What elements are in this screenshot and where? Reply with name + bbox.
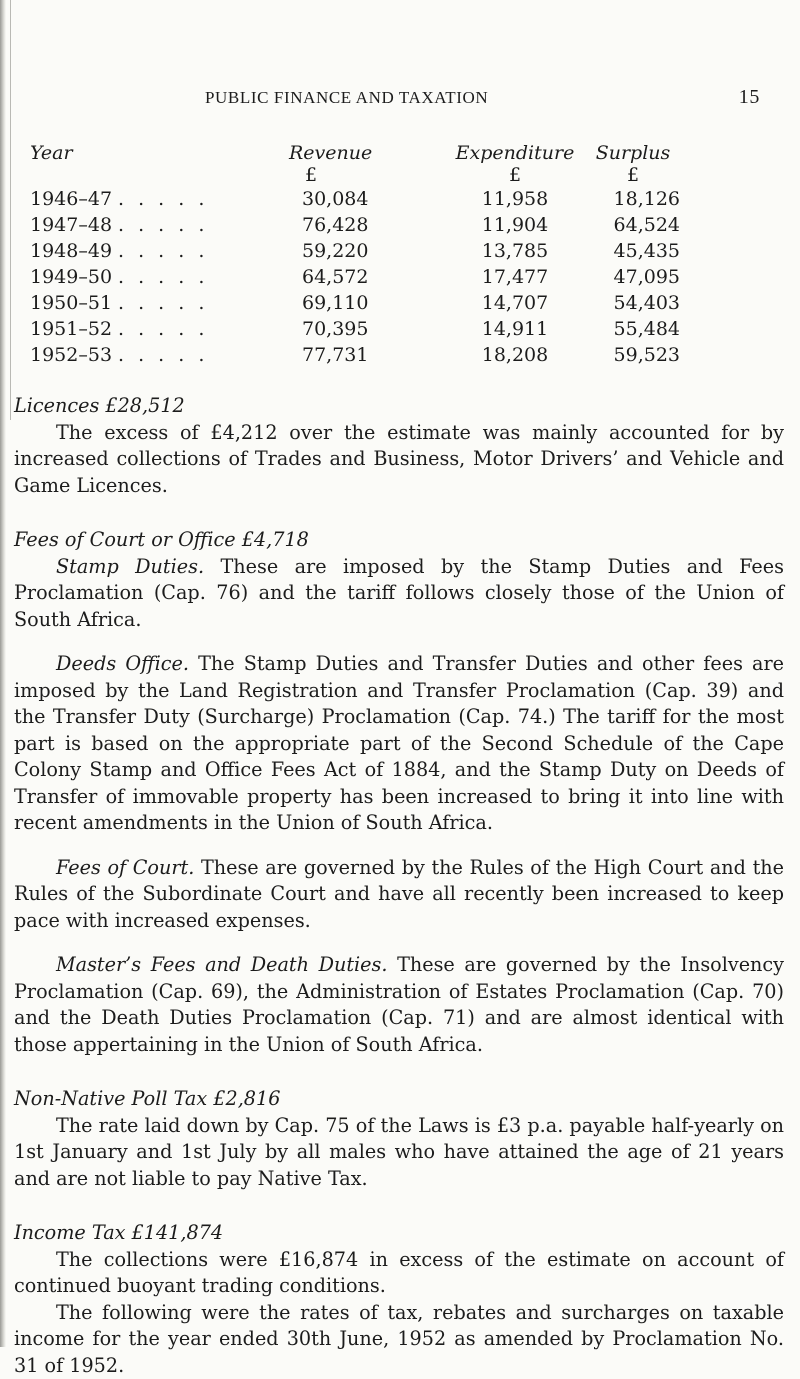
masters-fees-title: Master’s Fees and Death Duties. <box>56 953 387 976</box>
surplus-cell: 45,435 <box>570 240 680 262</box>
leader-dots: . . . . . <box>118 344 208 366</box>
section-heading-poll-tax: Non-Native Poll Tax £2,816 <box>14 1086 784 1113</box>
masters-fees-text: These are governed by the Insolvency Proclamation (Cap. 69), the Administration of Estates Proclamation (Cap. 70) and the Death Duties Proclamation (Cap. 71) and are almost identical with those appertaining in the Union of South Africa. <box>14 953 784 1056</box>
fees-of-court-paragraph <box>14 855 784 935</box>
revenue-cell: 77,731 <box>302 344 368 366</box>
section-heading-income-tax: Income Tax £141,874 <box>14 1220 784 1247</box>
col-expenditure-header: Expenditure <box>440 142 590 164</box>
stamp-duties-paragraph <box>14 554 784 634</box>
expenditure-cell: 18,208 <box>440 344 590 366</box>
revenue-cell: 59,220 <box>302 240 368 262</box>
year-cell: 1952–53 <box>30 344 112 366</box>
col-year-header: Year <box>30 142 73 164</box>
table-row <box>0 344 800 370</box>
leader-dots: . . . . . <box>118 266 208 288</box>
deeds-office-paragraph <box>14 651 784 837</box>
surplus-cell: 18,126 <box>570 188 680 210</box>
page-number: 15 <box>739 86 760 109</box>
expenditure-unit: £ <box>440 164 590 186</box>
revenue-cell: 64,572 <box>302 266 368 288</box>
table-units-row <box>0 164 800 190</box>
revenue-cell: 70,395 <box>302 318 368 340</box>
expenditure-cell: 17,477 <box>440 266 590 288</box>
stamp-duties-title: Stamp Duties. <box>56 555 204 578</box>
col-revenue-header: Revenue <box>289 142 372 164</box>
leader-dots: . . . . . <box>118 318 208 340</box>
table-row <box>0 240 800 266</box>
revenue-unit: £ <box>305 164 317 186</box>
surplus-cell: 64,524 <box>570 214 680 236</box>
table-row <box>0 318 800 344</box>
surplus-cell: 55,484 <box>570 318 680 340</box>
header-title: PUBLIC FINANCE AND TAXATION <box>205 88 488 108</box>
stamp-duties-text: These are imposed by the Stamp Duties and Fees Proclamation (Cap. 76) and the tariff follows closely those of the Union of South Africa. <box>14 555 784 631</box>
surplus-cell: 59,523 <box>570 344 680 366</box>
expenditure-cell: 11,958 <box>440 188 590 210</box>
expenditure-cell: 13,785 <box>440 240 590 262</box>
revenue-cell: 69,110 <box>302 292 368 314</box>
income-tax-paragraph-2: The following were the rates of tax, rebates and surcharges on taxable income for the year ended 30th June, 1952 as amended by Proclamation No. 31 of 1952. <box>14 1300 784 1379</box>
table-row <box>0 266 800 292</box>
leader-dots: . . . . . <box>118 214 208 236</box>
expenditure-cell: 14,707 <box>440 292 590 314</box>
deeds-office-title: Deeds Office. <box>56 652 189 675</box>
year-cell: 1947–48 <box>30 214 112 236</box>
year-cell: 1951–52 <box>30 318 112 340</box>
year-cell: 1948–49 <box>30 240 112 262</box>
surplus-cell: 47,095 <box>570 266 680 288</box>
col-surplus-header: Surplus <box>578 142 688 164</box>
year-cell: 1949–50 <box>30 266 112 288</box>
fees-of-court-text: These are governed by the Rules of the High Court and the Rules of the Subordinate Court and have all recently been increased to keep pace with increased expenses. <box>14 856 784 932</box>
revenue-cell: 30,084 <box>302 188 368 210</box>
section-heading-licences: Licences £28,512 <box>14 393 784 420</box>
poll-tax-paragraph: The rate laid down by Cap. 75 of the Laws is £3 p.a. payable half-yearly on 1st January and 1st July by all males who have attained the age of 21 years and are not liable to pay Native Tax. <box>14 1113 784 1193</box>
year-cell: 1950–51 <box>30 292 112 314</box>
surplus-cell: 54,403 <box>570 292 680 314</box>
income-tax-paragraph-1: The collections were £16,874 in excess of the estimate on account of continued buoyant trading conditions. <box>14 1247 784 1300</box>
leader-dots: . . . . . <box>118 188 208 210</box>
masters-fees-paragraph <box>14 952 784 1058</box>
deeds-office-text: The Stamp Duties and Transfer Duties and other fees are imposed by the Land Registration and Transfer Proclamation (Cap. 39) and the Transfer Duty (Surcharge) Proclamation (Cap. 74.) The tariff for the most part is based on the appropriate part of the Second Schedule of the Cape Colony Stamp and Office Fees Act of 1884, and the Stamp Duty on Deeds of Transfer of immovable property has been increased to bring it into line with recent amendments in the Union of South Africa. <box>14 652 784 834</box>
body-text <box>14 393 784 1379</box>
licences-paragraph: The excess of £4,212 over the estimate was mainly accounted for by increased collections of Trades and Business, Motor Drivers’ and Vehicle and Game Licences. <box>14 420 784 500</box>
section-heading-fees: Fees of Court or Office £4,718 <box>14 527 784 554</box>
table-row <box>0 292 800 318</box>
expenditure-cell: 11,904 <box>440 214 590 236</box>
year-cell: 1946–47 <box>30 188 112 210</box>
table-row <box>0 214 800 240</box>
leader-dots: . . . . . <box>118 240 208 262</box>
revenue-cell: 76,428 <box>302 214 368 236</box>
expenditure-cell: 14,911 <box>440 318 590 340</box>
fees-of-court-title: Fees of Court. <box>56 856 194 879</box>
leader-dots: . . . . . <box>118 292 208 314</box>
surplus-unit: £ <box>578 164 688 186</box>
table-row <box>0 188 800 214</box>
